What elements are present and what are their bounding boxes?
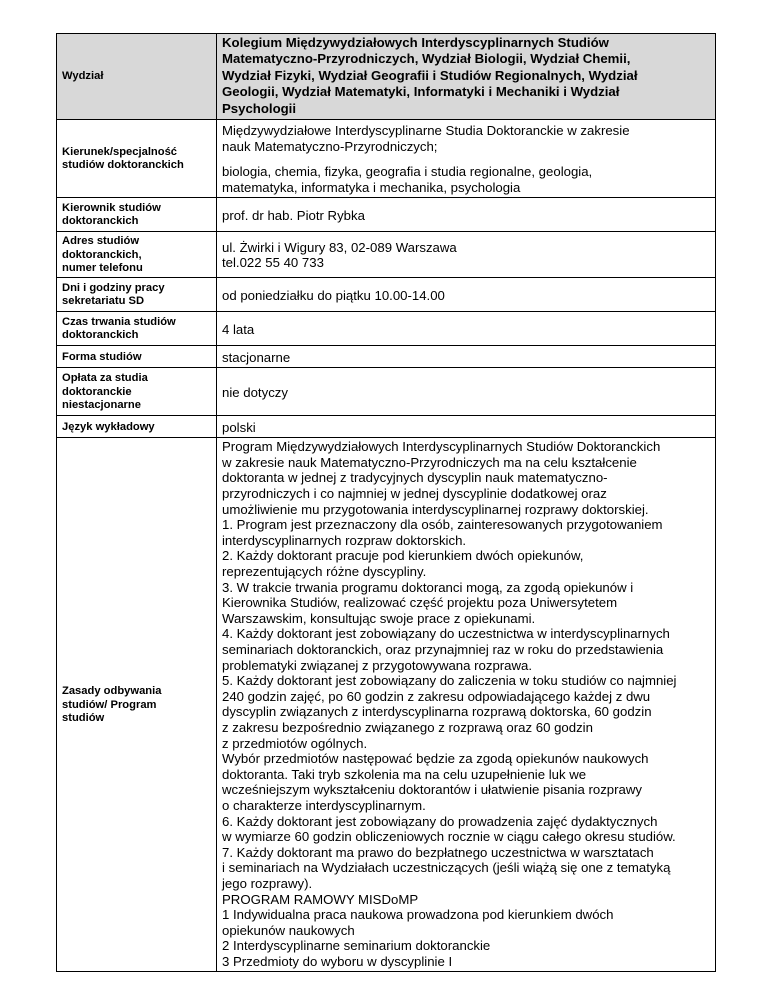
value-wydzial-text: Kolegium Międzywydziałowych Interdyscyplinarnych Studiów Matematyczno-Przyrodniczych, Wydział Biologii, Wydział Chemii, Wydział Fizyki, Wydział Geografii i Studiów Regionalnych, Wydział Geologii, Wydział Matematyki, Informatyki i Mechaniki i Wydział Psychologii bbox=[222, 35, 638, 116]
row-wydzial bbox=[57, 34, 716, 120]
value-kierunek-disciplines: biologia, chemia, fizyka, geografia i studia regionalne, geologia, matematyka, informatyka i mechanika, psychologia bbox=[222, 164, 593, 195]
label-adres bbox=[57, 232, 217, 278]
label-godziny-text: Dni i godziny pracy sekretariatu SD bbox=[62, 282, 165, 308]
value-kierownik bbox=[217, 198, 716, 232]
value-forma-text: stacjonarne bbox=[222, 349, 291, 365]
label-godziny bbox=[57, 278, 217, 312]
value-godziny-text: od poniedziałku do piątku 10.00-14.00 bbox=[222, 287, 445, 303]
label-wydzial bbox=[57, 34, 217, 120]
value-jezyk-text: polski bbox=[222, 419, 256, 435]
label-czas-text: Czas trwania studiów doktoranckich bbox=[62, 316, 176, 342]
label-zasady-text: Zasady odbywania studiów/ Program studiów bbox=[62, 685, 162, 725]
row-kierunek bbox=[57, 120, 716, 198]
value-kierunek bbox=[217, 120, 716, 198]
label-kierownik-text: Kierownik studiów doktoranckich bbox=[62, 202, 161, 228]
row-czas bbox=[57, 312, 716, 346]
label-kierunek-text: Kierunek/specjalność studiów doktoranckich bbox=[62, 145, 184, 172]
value-kierunek-program: Międzywydziałowe Interdyscyplinarne Studia Doktoranckie w zakresie nauk Matematyczno-Przyrodniczych; bbox=[222, 123, 630, 154]
row-zasady bbox=[57, 438, 716, 972]
label-jezyk bbox=[57, 416, 217, 438]
value-kierownik-text: prof. dr hab. Piotr Rybka bbox=[222, 207, 365, 223]
label-kierunek bbox=[57, 120, 217, 198]
label-czas bbox=[57, 312, 217, 346]
row-adres bbox=[57, 232, 716, 278]
value-zasady bbox=[217, 438, 716, 972]
value-godziny bbox=[217, 278, 716, 312]
label-forma-text: Forma studiów bbox=[62, 350, 142, 363]
label-kierownik bbox=[57, 198, 217, 232]
label-zasady bbox=[57, 438, 217, 972]
label-oplata bbox=[57, 368, 217, 416]
label-forma bbox=[57, 346, 217, 368]
value-wydzial bbox=[217, 34, 716, 120]
value-oplata-text: nie dotyczy bbox=[222, 384, 288, 400]
value-jezyk bbox=[217, 416, 716, 438]
label-oplata-text: Opłata za studia doktoranckie niestacjonarne bbox=[62, 372, 148, 411]
value-adres-text: ul. Żwirki i Wigury 83, 02-089 Warszawa tel.022 55 40 733 bbox=[222, 239, 457, 271]
value-oplata bbox=[217, 368, 716, 416]
row-oplata bbox=[57, 368, 716, 416]
label-wydzial-text: Wydział bbox=[62, 70, 104, 83]
value-adres bbox=[217, 232, 716, 278]
study-info-table bbox=[56, 33, 716, 972]
row-forma bbox=[57, 346, 716, 368]
row-godziny bbox=[57, 278, 716, 312]
value-forma bbox=[217, 346, 716, 368]
row-kierownik bbox=[57, 198, 716, 232]
label-jezyk-text: Język wykładowy bbox=[62, 420, 155, 433]
value-zasady-text: Program Międzywydziałowych Interdyscyplinarnych Studiów Doktoranckich w zakresie nauk Matematyczno-Przyrodniczych ma na celu kształcenie doktoranta w jednej z tradycyjnych dyscyplin nauk matematyczno- przyrodniczych i co najmniej w jednej dyscyplinie dodatkowej oraz umożliwienie mu przygotowania interdyscyplinarnej rozprawy doktorskiej. 1. Program jest przeznaczony dla osób, zainteresowanych przygotowaniem interdyscyplinarnych rozpraw doktorskich. 2. Każdy doktorant pracuje pod kierunkiem dwóch opiekunów, reprezentujących różne dyscypliny. 3. W trakcie trwania programu doktoranci mogą, za zgodą opiekunów i Kierownika Studiów, realizować część projektu poza Uniwersytetem Warszawskim, konsultując swoje prace z opiekunami. 4. Każdy doktorant jest zobowiązany do uczestnictwa w interdyscyplinarnych seminariach doktoranckich, oraz przynajmniej raz w roku do przedstawienia problematyki związanej z przygotowywana rozprawa. 5. Każdy doktorant jest zobowiązany do zaliczenia w toku studiów co najmniej 240 godzin zajęć, po 60 godzin z zakresu odpowiadającego każdej z dwu dyscyplin związanych z interdyscyplinarna rozprawą doktorska, 60 godzin z zakresu bezpośrednio związanego z rozprawą oraz 60 godzin z przedmiotów ogólnych. Wybór przedmiotów następować będzie za zgodą opiekunów naukowych doktoranta. Taki tryb szkolenia ma na celu uzupełnienie luk we wcześniejszym wykształceniu doktorantów i ułatwienie pisania rozprawy o charakterze interdyscyplinarnym. 6. Każdy doktorant jest zobowiązany do prowadzenia zajęć dydaktycznych w wymiarze 60 godzin obliczeniowych rocznie w ciągu całego okresu studiów. 7. Każdy doktorant ma prawo do bezpłatnego uczestnictwa w warsztatach i seminariach na Wydziałach uczestniczących (jeśli wiążą się one z tematyką jego rozprawy). PROGRAM RAMOWY MISDoMP 1 Indywidualna praca naukowa prowadzona pod kierunkiem dwóch opiekunów naukowych 2 Interdyscyplinarne seminarium doktoranckie 3 Przedmioty do wyboru w dyscyplinie I bbox=[222, 439, 677, 969]
value-czas-text: 4 lata bbox=[222, 321, 255, 337]
label-adres-text: Adres studiów doktoranckich, numer telefonu bbox=[62, 235, 143, 274]
row-jezyk bbox=[57, 416, 716, 438]
value-czas bbox=[217, 312, 716, 346]
